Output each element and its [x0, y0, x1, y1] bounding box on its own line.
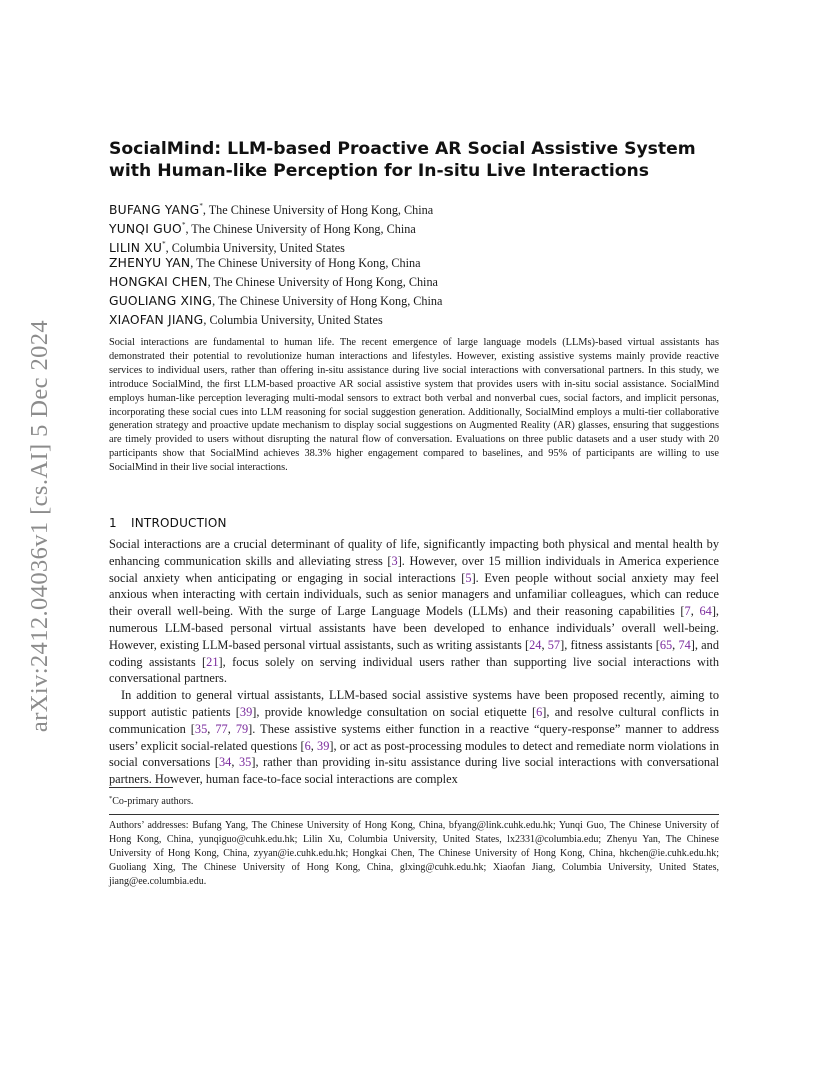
author-affiliation: , Columbia University, United States	[203, 313, 383, 327]
author-affiliation: , The Chinese University of Hong Kong, China	[190, 256, 421, 270]
paragraph-text: ], provide knowledge consultation on social etiquette [	[252, 704, 537, 719]
author-line	[109, 197, 719, 216]
arxiv-identifier-text: arXiv:2412.04036v1 [cs.AI] 5 Dec 2024	[26, 319, 54, 733]
abstract: Social interactions are fundamental to human life. The recent emergence of large language models (LLMs)-based virtual assistants has demonstrated their potential to revolutionize human interactions and lifestyles. However, existing assistive systems mainly provide reactive services to individual users, rather than offering in-situ assistance during live social interactions with conversational partners. In this study, we introduce SocialMind, the first LLM-based proactive AR social assistive system that provides users with in-situ social assistance. SocialMind employs human-like perception leveraging multi-modal sensors to extract both verbal and nonverbal cues, social factors, and implicit personas, incorporating these social cues into LLM reasoning for social suggestion generation. Additionally, SocialMind employs a multi-tier collaborative generation strategy and proactive update mechanism to display social suggestions on Augmented Reality (AR) glasses, ensuring that suggestions are timely provided to users without disrupting the natural flow of conversation. Evaluations on three public datasets and a user study with 20 participants show that SocialMind achieves 38.3% higher engagement compared to baselines, and 95% of participants are willing to use SocialMind in their live social interactions.	[109, 337, 719, 474]
paragraph-text: ], and resolve cultural conflicts in communication [	[109, 704, 719, 736]
author-line	[109, 235, 719, 254]
paragraph-text: ], or act as post-processing modules to detect and remediate norm violations in social conversations [	[109, 738, 720, 770]
author-name: BUFANG YANG	[109, 203, 200, 217]
addresses-divider	[109, 814, 719, 815]
section-number: 1	[109, 516, 117, 530]
citation-link[interactable]: 57	[547, 637, 561, 652]
citation-link[interactable]: 39	[317, 738, 330, 753]
citation-link[interactable]: 24	[529, 637, 542, 652]
author-affiliation: , The Chinese University of Hong Kong, China	[207, 275, 438, 289]
author-affiliation: , The Chinese University of Hong Kong, China	[212, 294, 443, 308]
citation-link[interactable]: 7	[684, 604, 691, 619]
paragraph-text: Social interactions are a crucial determinant of quality of life, significantly impacting both physical and mental health by enhancing communication skills and alleviating stress [	[109, 537, 719, 568]
citation-link[interactable]: 34	[218, 755, 232, 770]
paragraph-text: ]. However, over 15 million individuals in America experience social anxiety when anticipating or engaging in social interactions [	[109, 553, 719, 585]
citation-link[interactable]: 35	[194, 721, 208, 736]
citation-link[interactable]: 39	[239, 704, 253, 719]
paragraph-text: ], and coding assistants [	[109, 637, 720, 669]
arxiv-identifier-stamp	[20, 300, 60, 752]
citation-link[interactable]: 6	[304, 738, 311, 753]
author-list	[109, 197, 719, 330]
author-name: GUOLIANG XING	[109, 294, 213, 308]
co-primary-mark: *	[181, 221, 186, 229]
citation-link[interactable]: 74	[678, 637, 691, 652]
author-affiliation: , The Chinese University of Hong Kong, China	[185, 222, 416, 236]
author-line	[109, 254, 719, 273]
paragraph-text: ,	[672, 637, 679, 652]
paragraph-text: ,	[231, 755, 239, 770]
footnote-text: Co-primary authors.	[112, 796, 194, 807]
footnote-divider	[109, 787, 173, 788]
co-primary-mark: *	[199, 202, 203, 210]
footnote	[109, 792, 193, 808]
author-name: HONGKAI CHEN	[109, 275, 208, 289]
paper-title: SocialMind: LLM-based Proactive AR Social Assistive System with Human-like Perception for In-situ Live Interactions	[109, 139, 696, 181]
author-affiliation: , Columbia University, United States	[165, 241, 345, 255]
author-name: XIAOFAN JIANG	[109, 313, 204, 327]
author-addresses: Authors’ addresses: Bufang Yang, The Chinese University of Hong Kong, China, bfyang@link.cuhk.edu.hk; Yunqi Guo, The Chinese University of Hong Kong, China, yunqiguo@cuhk.edu.hk; Lilin Xu, Columbia University, United States, lx2331@columbia.edu; Zhenyu Yan, The Chinese University of Hong Kong, China, zyyan@ie.cuhk.edu.hk; Hongkai Chen, The Chinese University of Hong Kong, China, hkchen@ie.cuhk.edu.hk; Guoliang Xing, The Chinese University of Hong Kong, China, glxing@cuhk.edu.hk; Xiaofan Jiang, Columbia University, United States, jiang@ee.columbia.edu.	[109, 820, 719, 887]
paragraph-text: ,	[227, 721, 236, 736]
author-line	[109, 273, 719, 292]
author-name: ZHENYU YAN	[109, 256, 191, 270]
author-line	[109, 311, 719, 330]
citation-link[interactable]: 21	[206, 654, 219, 669]
citation-link[interactable]: 79	[235, 721, 249, 736]
author-affiliation: , The Chinese University of Hong Kong, China	[202, 203, 434, 217]
citation-link[interactable]: 77	[215, 721, 228, 736]
co-primary-mark: *	[162, 240, 166, 248]
paragraph-text: ,	[310, 738, 318, 753]
author-line	[109, 292, 719, 311]
paragraph-text: ,	[690, 604, 700, 619]
author-name: YUNQI GUO	[109, 222, 182, 236]
section-title: INTRODUCTION	[131, 516, 227, 530]
paragraph-text: ], numerous LLM-based personal virtual assistants have been developed to enhance individuals’ overall well-being. However, existing LLM-based personal virtual assistants, such as writing assistants [	[109, 604, 720, 652]
author-line	[109, 216, 719, 235]
paragraph-text: In addition to general virtual assistants, LLM-based social assistive systems have been proposed recently, aiming to support autistic patients [	[109, 688, 719, 719]
citation-link[interactable]: 5	[465, 570, 472, 585]
paragraph-text: ], focus solely on serving individual users rather than supporting live social interactions with conversational partners.	[109, 654, 719, 686]
paragraph-text: ], fitness assistants [	[560, 637, 660, 652]
citation-link[interactable]: 64	[699, 604, 712, 619]
body-paragraph	[109, 536, 719, 687]
paragraph-text: ,	[207, 721, 216, 736]
footnote-mark: *	[109, 795, 113, 802]
paragraph-text: ], rather than providing in-situ assistance during live social interactions with conversational partners. However, human face-to-face social interactions are complex	[109, 755, 720, 787]
author-name: LILIN XU	[109, 241, 163, 255]
introduction-body	[109, 536, 719, 788]
paragraph-text: ]. Even people without social anxiety may feel anxious when interacting with certain individuals, such as senior managers and unfamiliar colleagues, which can reduce their overall well-being. With the surge of Large Language Models (LLMs) and their reasoning capabilities [	[109, 570, 719, 619]
citation-link[interactable]: 3	[391, 553, 398, 568]
citation-link[interactable]: 65	[659, 637, 673, 652]
paragraph-text: ]. These assistive systems either function in a reactive “query-response” manner to address users’ explicit social-related questions [	[109, 721, 720, 753]
citation-link[interactable]: 6	[536, 704, 543, 719]
citation-link[interactable]: 35	[239, 755, 252, 770]
paragraph-text: ,	[541, 637, 548, 652]
body-paragraph	[109, 687, 719, 788]
section-heading	[109, 516, 227, 530]
